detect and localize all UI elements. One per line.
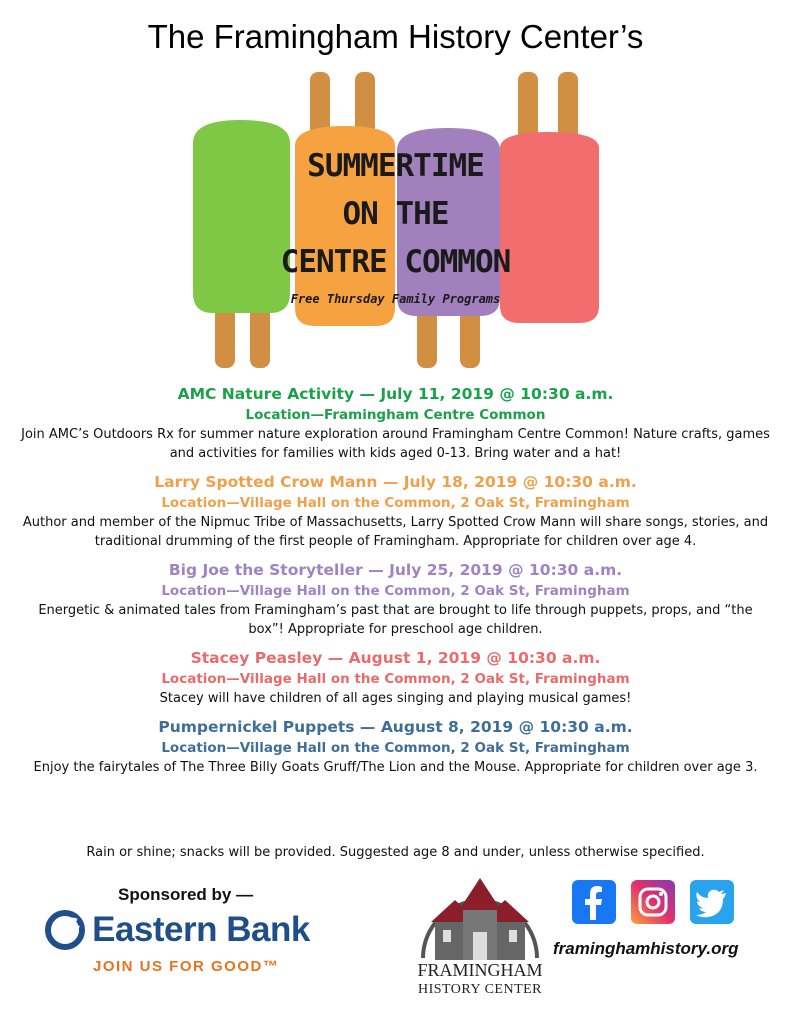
event-title: Pumpernickel Puppets — August 8, 2019 @ 10:30 a.m.	[158, 718, 633, 736]
website-link[interactable]: framinghamhistory.org	[553, 939, 739, 958]
event-title: Larry Spotted Crow Mann — July 18, 2019 @ 10:30 a.m.	[154, 473, 637, 491]
event-description: Join AMC’s Outdoors Rx for summer nature exploration around Framingham Centre Common! Nature crafts, games and activities for families with kids aged 0-13. Bring water and a hat!	[21, 427, 770, 461]
event-stacey-peasley	[20, 647, 771, 708]
instagram-icon[interactable]	[631, 880, 675, 924]
hero-line-3: CENTRE COMMON	[280, 244, 511, 280]
eastern-bank-mark-icon	[45, 910, 85, 950]
event-location: Location—Village Hall on the Common, 2 Oak St, Framingham	[161, 495, 630, 511]
history-center-name-line1: FRAMINGHAM	[417, 960, 543, 980]
twitter-icon[interactable]	[690, 880, 734, 924]
event-big-joe	[20, 559, 771, 639]
event-location: Location—Framingham Centre Common	[245, 407, 546, 423]
event-pumpernickel-puppets	[20, 716, 771, 777]
history-center-name-line2: HISTORY CENTER	[417, 982, 543, 997]
bank-tagline: JOIN US FOR GOOD™	[93, 958, 280, 975]
hero-line-2: ON THE	[342, 196, 449, 232]
social-icons	[572, 880, 744, 924]
facebook-icon[interactable]	[572, 880, 616, 924]
event-location: Location—Village Hall on the Common, 2 Oak St, Framingham	[161, 583, 630, 599]
footer-note: Rain or shine; snacks will be provided. Suggested age 8 and under, unless otherwise specified.	[86, 845, 705, 860]
event-larry-spotted-crow-mann	[20, 471, 771, 551]
event-list	[20, 383, 771, 785]
eastern-bank-logo	[45, 910, 310, 950]
hero-heading	[0, 142, 791, 286]
event-location: Location—Village Hall on the Common, 2 Oak St, Framingham	[161, 740, 630, 756]
history-center-logo-icon	[415, 870, 545, 962]
event-description: Energetic & animated tales from Framingham’s past that are brought to life through puppets, props, and “the box”! Appropriate for preschool age children.	[38, 603, 753, 637]
event-description: Enjoy the fairytales of The Three Billy Goats Gruff/The Lion and the Mouse. Appropriate for children over age 3.	[33, 760, 758, 775]
event-amc-nature	[20, 383, 771, 463]
bank-name: Eastern Bank	[92, 910, 310, 949]
hero-line-1: SUMMERTIME	[307, 148, 484, 184]
event-title: AMC Nature Activity — July 11, 2019 @ 10:30 a.m.	[177, 385, 614, 403]
event-location: Location—Village Hall on the Common, 2 Oak St, Framingham	[161, 671, 630, 687]
page-title: The Framingham History Center’s	[147, 18, 644, 55]
event-description: Author and member of the Nipmuc Tribe of Massachusetts, Larry Spotted Crow Mann will share songs, stories, and traditional drumming of the first people of Framingham. Appropriate for children over age 4.	[22, 515, 769, 549]
event-description: Stacey will have children of all ages singing and playing musical games!	[159, 691, 632, 706]
hero-subtitle: Free Thursday Family Programs	[290, 292, 501, 306]
event-title: Big Joe the Storyteller — July 25, 2019 @ 10:30 a.m.	[168, 561, 623, 579]
sponsor-label: Sponsored by —	[118, 885, 254, 904]
event-title: Stacey Peasley — August 1, 2019 @ 10:30 a.m.	[190, 649, 601, 667]
